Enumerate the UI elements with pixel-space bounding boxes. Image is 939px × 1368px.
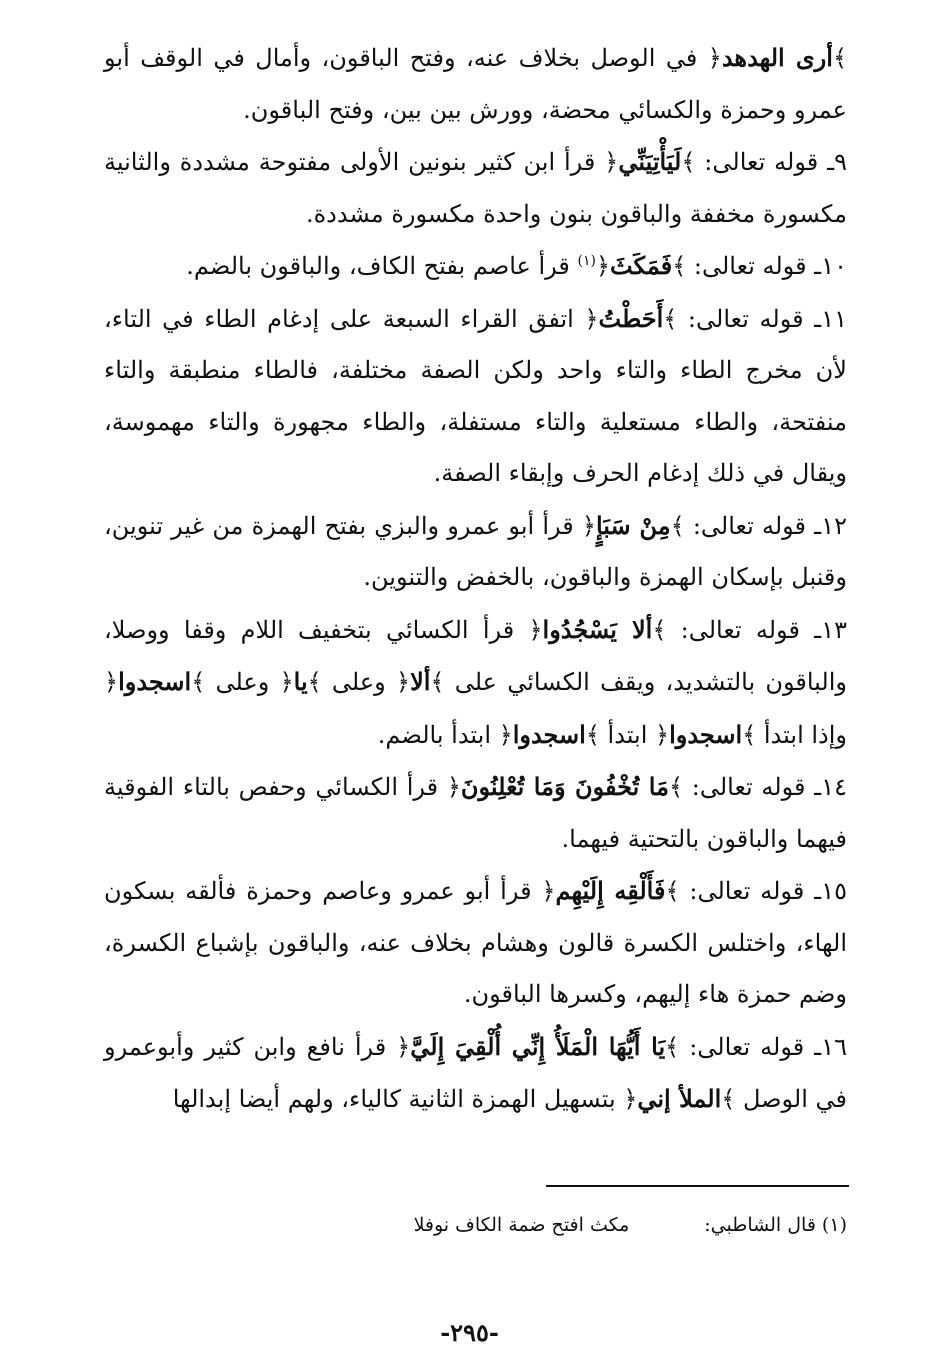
quran-quote: ﴾ اسجدوا ﴿ <box>104 667 205 696</box>
quran-quote: ﴾ فَأَلْقِه إِلَيْهِم ﴿ <box>541 876 679 905</box>
paragraph <box>104 240 847 293</box>
quran-quote: ﴾ اسجدوا ﴿ <box>655 720 756 749</box>
quran-quote: ﴾ اسجدوا ﴿ <box>499 720 600 749</box>
paragraph-text: ١٦ـ قوله تعالى: <box>679 1032 847 1061</box>
quran-quote: ﴾ أَحَطْتُ ﴿ <box>584 304 677 333</box>
paragraph-text: وإذا ابتدأ <box>756 720 847 749</box>
paragraph-text: ١٠ـ قوله تعالى: <box>686 252 847 280</box>
paragraph-text: وعلى <box>321 668 396 696</box>
main-text <box>104 32 847 1126</box>
footnote-separator <box>546 1185 849 1187</box>
paragraph <box>104 500 847 604</box>
paragraph <box>104 604 847 762</box>
quran-quote: ﴾ يَا أَيُّهَا الْمَلَأُ إِنِّي أُلْقِيَ إِلَيَّ ﴿ <box>396 1032 679 1061</box>
footnote <box>207 1210 847 1240</box>
quran-quote: ﴾ ألا يَسْجُدُوا ﴿ <box>528 615 666 644</box>
paragraph <box>104 136 847 240</box>
paragraph-text: اتفق القراء السبعة على إدغام الطاء في التاء، لأن مخرج الطاء والتاء واحد ولكن الصفة مختلفة، فالطاء منطبقة والتاء منفتحة، والطاء مستعلية والتاء مستفلة، والطاء مجهورة والتاء مهموسة، ويقال في ذلك إدغام الحرف وإبقاء الصفة. <box>104 304 847 487</box>
paragraph-text: ١٤ـ قوله تعالى: <box>683 773 847 801</box>
footnote-verse: مكث افتح ضمة الكاف نوفلا <box>413 1214 630 1236</box>
paragraph-text: قرأ نافع وابن كثير وأبوعمرو في الوصل <box>104 1032 847 1113</box>
page-number: -٢٩٥- <box>440 1318 499 1347</box>
paragraph-text: قرأ الكسائي بتخفيف اللام وقفا ووصلا، والباقون بالتشديد، ويقف الكسائي على <box>104 615 847 696</box>
paragraph-text: ابتدأ <box>599 720 656 749</box>
quran-quote: ﴾ مِنْ سَبَإٍ ﴿ <box>582 511 685 540</box>
paragraph-text: ١٥ـ قوله تعالى: <box>679 877 847 905</box>
paragraph <box>104 761 847 865</box>
paragraph-text: قرأ أبو عمرو وعاصم وحمزة فألقه بسكون الهاء، واختلس الكسرة قالون وهشام بخلاف عنه، والباقون بإشباع الكسرة، وضم حمزة هاء إليهم، وكسرها الباقون. <box>104 877 847 1008</box>
paragraph-text: في الوصل بخلاف عنه، وفتح الباقون، وأمال في الوقف أبو عمرو وحمزة والكسائي محضة، وورش بين بين، وفتح الباقون. <box>104 44 847 124</box>
paragraph-text: ١٣ـ قوله تعالى: <box>666 615 847 644</box>
paragraph <box>104 32 847 136</box>
paragraph-text: وعلى <box>205 668 280 696</box>
paragraph-text: ٩ـ قوله تعالى: <box>695 148 847 176</box>
footnote-label: (١) قال الشاطبي: <box>704 1214 847 1236</box>
paragraph-text: ١١ـ قوله تعالى: <box>677 304 847 333</box>
quran-quote: ﴾ لَيَأْتِيَنِّي ﴿ <box>604 147 695 176</box>
quran-quote: ﴾ مَا تُخْفُونَ وَمَا تُعْلِنُونَ ﴿ <box>447 772 683 801</box>
paragraph-text: قرأ عاصم بفتح الكاف، والباقون بالضم. <box>186 252 578 280</box>
paragraph <box>104 293 847 500</box>
paragraph-text: قرأ الكسائي وحفص بالتاء الفوقية فيهما والباقون بالتحتية فيهما. <box>104 773 847 853</box>
footnote-reference: (١) <box>577 253 596 269</box>
quran-quote: ﴾ أرى الهدهد ﴿ <box>708 43 847 72</box>
paragraph-text: قرأ ابن كثير بنونين الأولى مفتوحة مشددة والثانية مكسورة مخففة والباقون بنون واحدة مكسورة مشددة. <box>104 148 847 228</box>
paragraph-text: بتسهيل الهمزة الثانية كالياء، ولهم أيضا إبدالها <box>172 1085 624 1113</box>
paragraph <box>104 1021 847 1126</box>
quran-quote: ﴾ الملأ إني ﴿ <box>623 1084 735 1113</box>
quran-quote: ﴾ ألا ﴿ <box>396 667 444 696</box>
quran-quote: ﴾ يا ﴿ <box>280 667 322 696</box>
quran-quote: ﴾ فَمَكَثَ ﴿ <box>596 251 686 280</box>
paragraph <box>104 865 847 1021</box>
paragraph-text: قرأ أبو عمرو والبزي بفتح الهمزة من غير تنوين، وقنبل بإسكان الهمزة والباقون، بالخفض والتنوين. <box>104 511 847 591</box>
paragraph-text: ١٢ـ قوله تعالى: <box>684 511 847 540</box>
paragraph-text: ابتدأ بالضم. <box>377 720 499 749</box>
